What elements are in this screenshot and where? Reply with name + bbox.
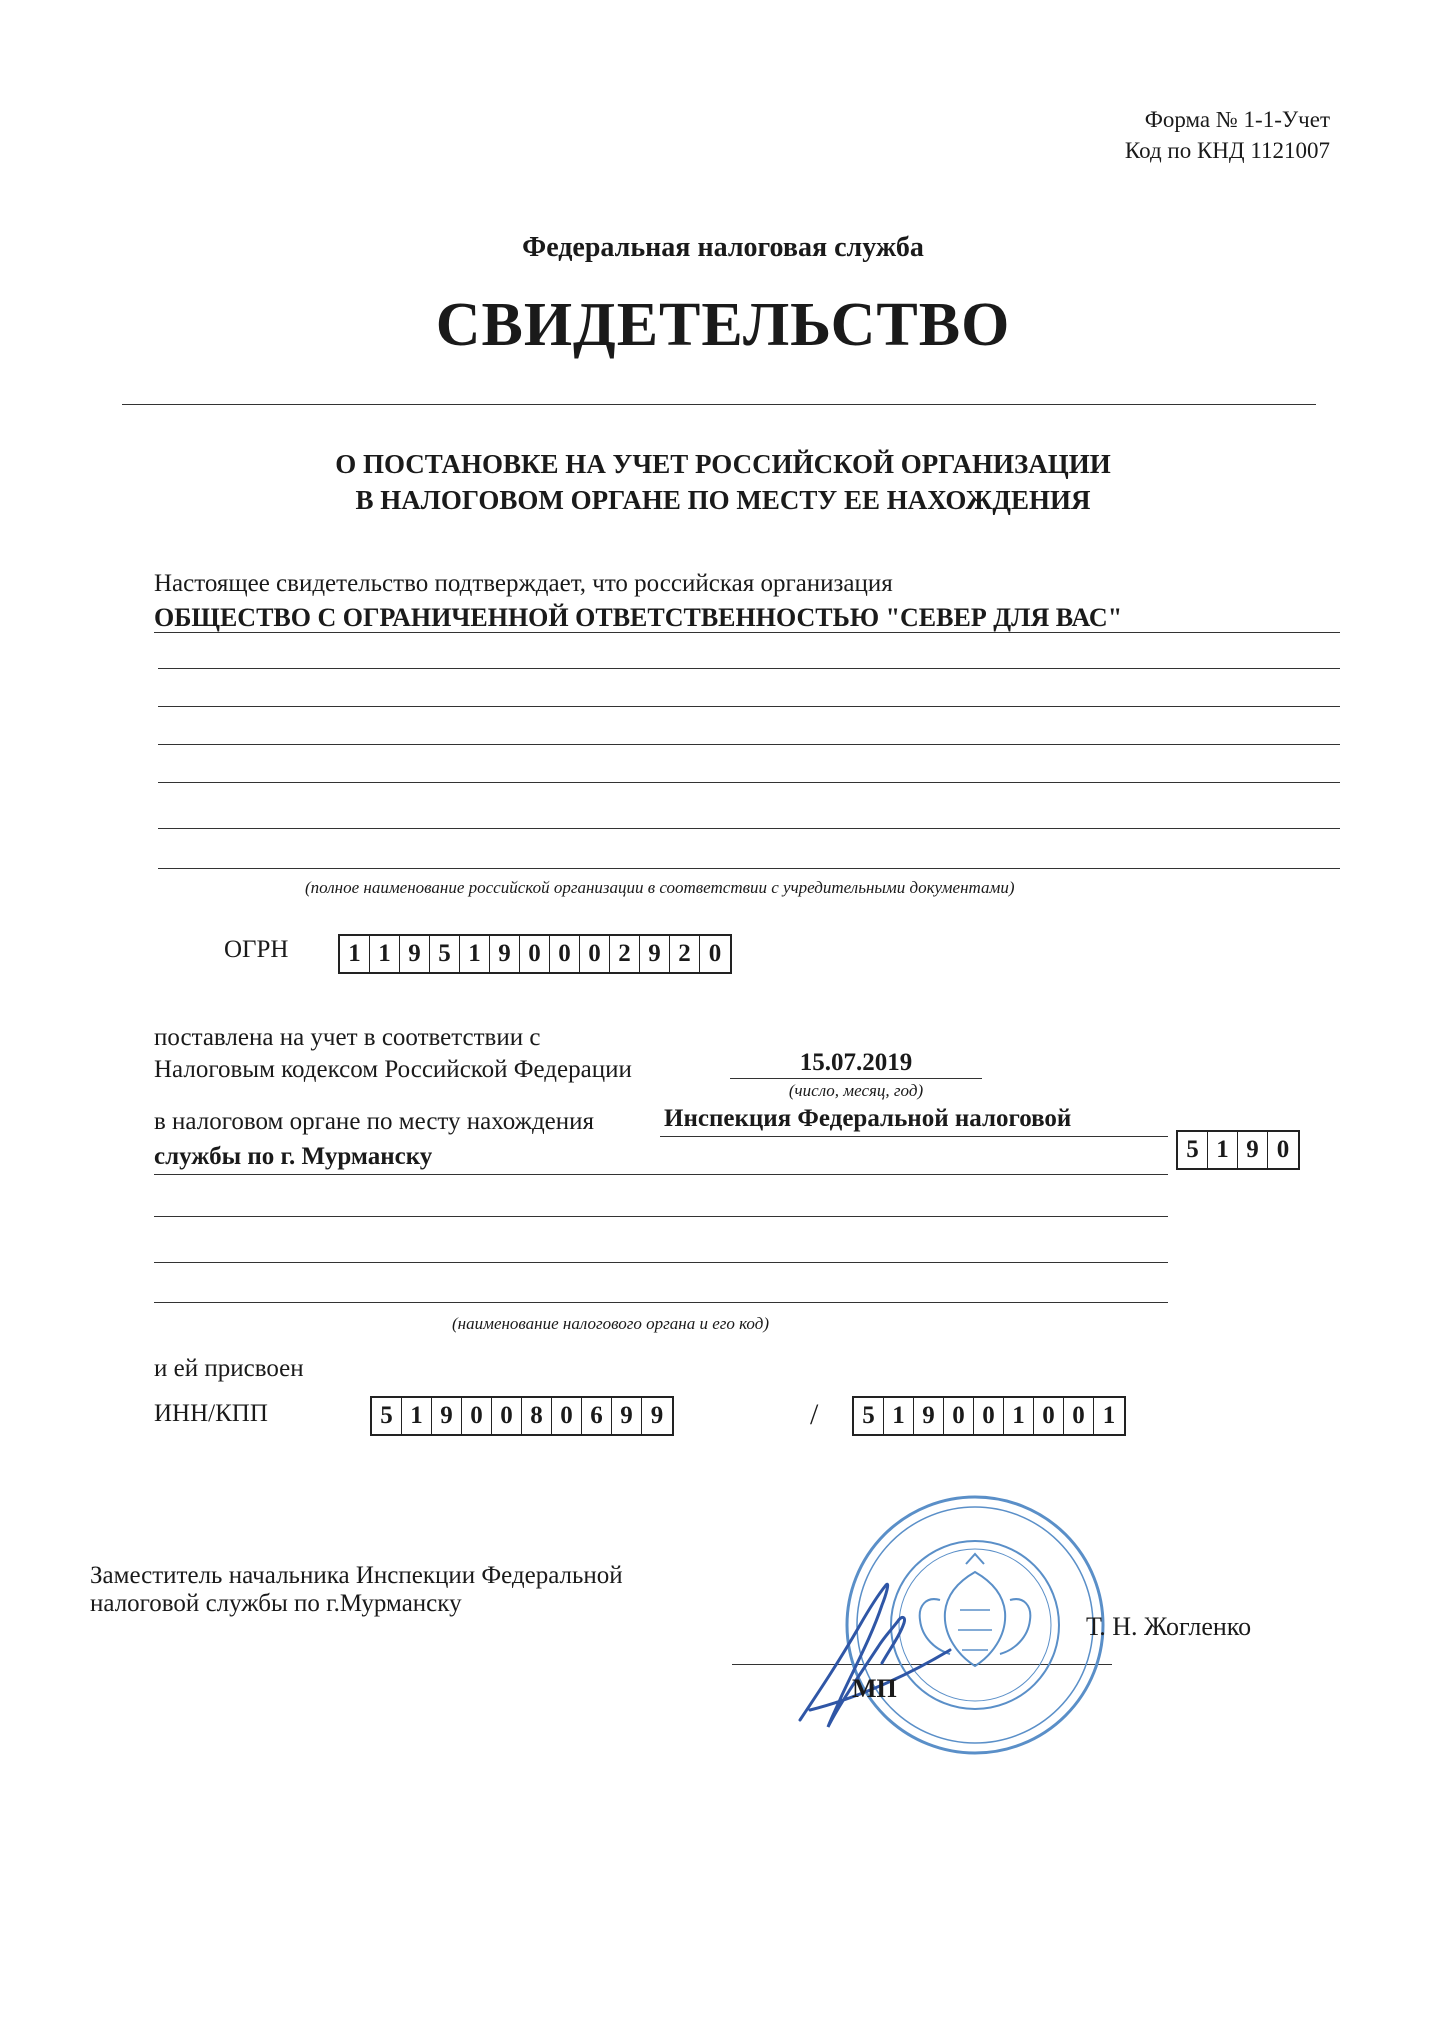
authority-line-1: [660, 1136, 1168, 1137]
inn-digit-cell: 1: [402, 1398, 432, 1434]
signatory-name: Т. Н. Жогленко: [1086, 1612, 1252, 1641]
form-code: [1125, 104, 1330, 166]
authority-code-digit-cell: 5: [1178, 1132, 1208, 1168]
ogrn-digit-cell: 1: [460, 936, 490, 972]
inn-digit-cell: 0: [492, 1398, 522, 1434]
signatory-position-line-1: Заместитель начальника Инспекции Федеральной: [90, 1562, 623, 1589]
ogrn-digit-cell: 5: [430, 936, 460, 972]
ogrn-digit-cell: 0: [580, 936, 610, 972]
ogrn-digit-cell: 0: [550, 936, 580, 972]
org-line-2: [158, 668, 1340, 669]
date-underline: [730, 1078, 982, 1079]
inn-digit-cell: 9: [612, 1398, 642, 1434]
registration-line-1: поставлена на учет в соответствии с: [154, 1024, 541, 1051]
authority-code-digits: [1176, 1130, 1300, 1170]
ogrn-digit-cell: 2: [610, 936, 640, 972]
kpp-digit-cell: 9: [914, 1398, 944, 1434]
ogrn-digit-cell: 1: [340, 936, 370, 972]
org-line-6: [158, 828, 1340, 829]
authority-line-5: [154, 1302, 1168, 1303]
organization-name: ОБЩЕСТВО С ОГРАНИЧЕННОЙ ОТВЕТСТВЕННОСТЬЮ "СЕВЕР ДЛЯ ВАС": [154, 603, 1123, 632]
seal-mark: МП: [852, 1674, 897, 1703]
subtitle-line-2: В НАЛОГОВОМ ОРГАНЕ ПО МЕСТУ ЕЕ НАХОЖДЕНИЯ: [355, 485, 1091, 515]
assigned-label: и ей присвоен: [154, 1355, 304, 1382]
registration-date: 15.07.2019: [799, 1049, 913, 1076]
ogrn-digit-cell: 2: [670, 936, 700, 972]
inn-digit-cell: 0: [462, 1398, 492, 1434]
ogrn-digit-cell: 1: [370, 936, 400, 972]
organization-intro: Настоящее свидетельство подтверждает, что российская организация: [154, 570, 893, 597]
authority-code-digit-cell: 1: [1208, 1132, 1238, 1168]
document-subtitle: [0, 446, 1446, 518]
ogrn-digit-cell: 9: [490, 936, 520, 972]
ogrn-label: ОГРН: [224, 936, 289, 963]
authority-hint: (наименование налогового органа и его код): [452, 1314, 769, 1333]
title-divider: [122, 404, 1316, 405]
org-line-7: [158, 868, 1340, 869]
inn-digits: [370, 1396, 674, 1436]
authority-line-4: [154, 1262, 1168, 1263]
org-line-4: [158, 744, 1340, 745]
ogrn-digit-cell: 0: [708, 940, 722, 967]
document-title: СВИДЕТЕЛЬСТВО: [435, 291, 1011, 359]
date-hint: (число, месяц, год): [788, 1081, 924, 1100]
authority-code-digit-cell: 0: [1276, 1136, 1290, 1163]
authority-label: в налоговом органе по месту нахождения: [154, 1108, 595, 1135]
inn-digit-cell: 0: [552, 1398, 582, 1434]
inn-digit-cell: 8: [522, 1398, 552, 1434]
inn-kpp-label: ИНН/КПП: [154, 1400, 268, 1427]
subtitle-line-1: О ПОСТАНОВКЕ НА УЧЕТ РОССИЙСКОЙ ОРГАНИЗАЦИИ: [335, 449, 1111, 479]
authority-line-2: [154, 1174, 1168, 1175]
kpp-digit-cell: 5: [854, 1398, 884, 1434]
kpp-digit-cell: 0: [1034, 1398, 1064, 1434]
kpp-digit-cell: 0: [944, 1398, 974, 1434]
authority-name-part-1: Инспекция Федеральной налоговой: [664, 1105, 1072, 1132]
registration-line-2: Налоговым кодексом Российской Федерации: [154, 1056, 632, 1083]
kpp-digits: [852, 1396, 1126, 1436]
org-line-1: [154, 632, 1340, 633]
knd-code: Код по КНД 1121007: [1124, 138, 1330, 163]
kpp-digit-cell: 1: [1004, 1398, 1034, 1434]
kpp-digit-cell: 1: [1102, 1402, 1116, 1429]
inn-digit-cell: 9: [432, 1398, 462, 1434]
handwritten-signature-icon: [780, 1560, 980, 1760]
org-line-5: [158, 782, 1340, 783]
org-line-3: [158, 706, 1340, 707]
organization-name-hint: (полное наименование российской организации в соответствии с учредительными документами): [305, 878, 1015, 897]
inn-digit-cell: 9: [650, 1402, 664, 1429]
kpp-digit-cell: 0: [1064, 1398, 1094, 1434]
inn-digit-cell: 6: [582, 1398, 612, 1434]
authority-line-3: [154, 1216, 1168, 1217]
form-number: Форма № 1-1-Учет: [1144, 107, 1330, 132]
ogrn-digit-cell: 0: [520, 936, 550, 972]
ogrn-digits: [338, 934, 732, 974]
ogrn-digit-cell: 9: [400, 936, 430, 972]
kpp-digit-cell: 0: [974, 1398, 1004, 1434]
authority-name-part-2: службы по г. Мурманску: [154, 1143, 433, 1170]
agency-name: Федеральная налоговая служба: [522, 232, 924, 263]
kpp-digit-cell: 1: [884, 1398, 914, 1434]
signatory-position-line-2: налоговой службы по г.Мурманску: [90, 1590, 462, 1617]
ogrn-digit-cell: 9: [640, 936, 670, 972]
inn-digit-cell: 5: [372, 1398, 402, 1434]
inn-kpp-separator: /: [810, 1398, 819, 1431]
authority-code-digit-cell: 9: [1238, 1132, 1268, 1168]
